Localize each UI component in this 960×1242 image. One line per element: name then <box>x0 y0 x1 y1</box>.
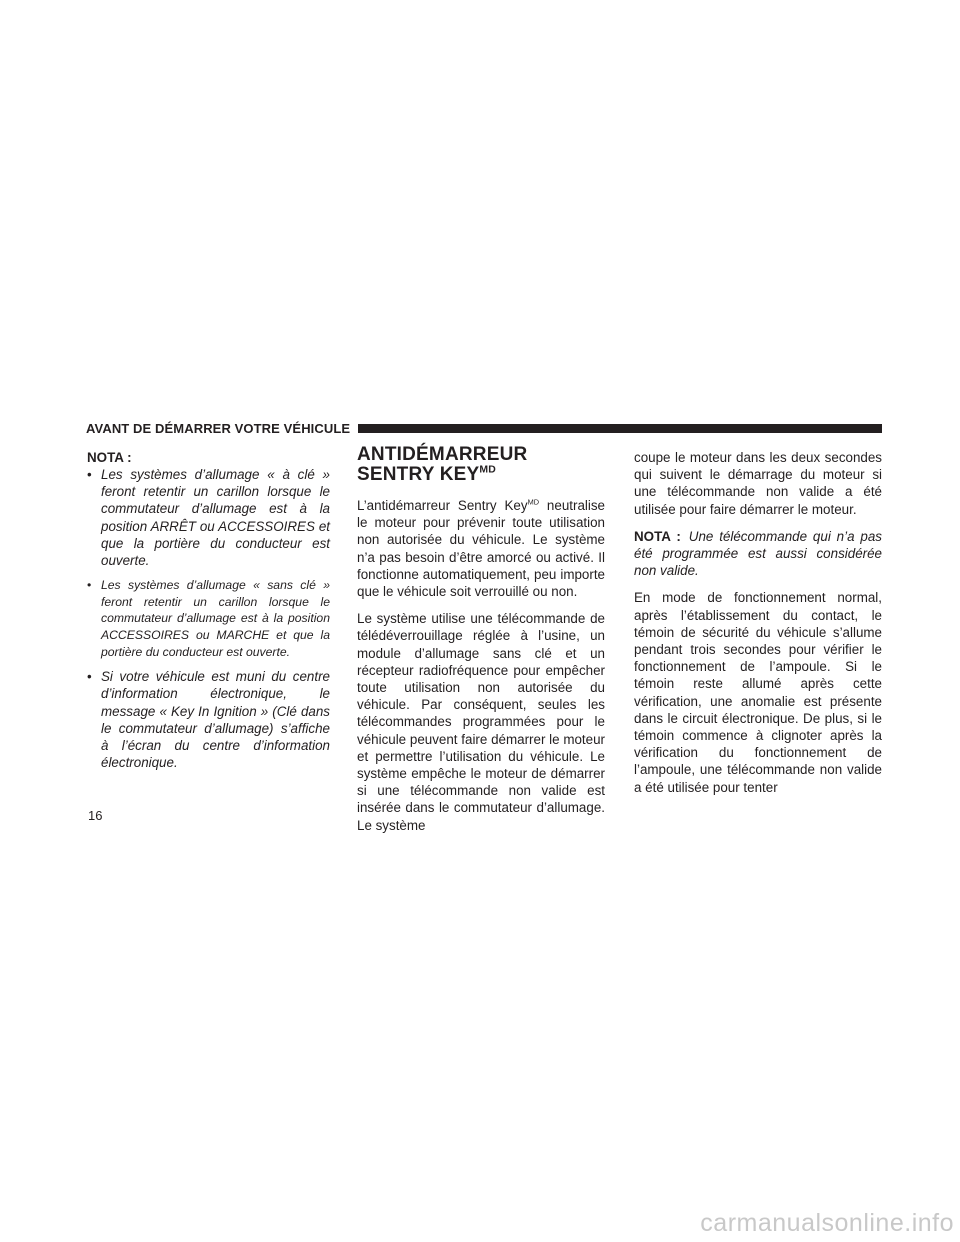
column-left <box>87 449 330 779</box>
bullet-icon: • <box>87 669 92 685</box>
nota-bullet-text: Les systèmes d’allumage « sans clé » feront retentir un carillon lorsque le commutateur d’allumage est à la position ACCESSOIRES ou MARCHE et que la portière du conducteur est ouverte. <box>101 578 330 659</box>
bullet-icon: • <box>87 467 92 482</box>
nota-label: NOTA : <box>87 450 132 465</box>
nota-bullet-list <box>87 466 330 771</box>
paragraph-text: L’antidémarreur Sentry Key <box>357 498 528 513</box>
nota-bullet-item <box>87 668 330 771</box>
nota-inline-text: Une télécommande qui n’a pas été programmée est aussi considérée non valide. <box>634 528 882 579</box>
bullet-icon: • <box>87 578 92 593</box>
section-title-text: ANTIDÉMARREUR SENTRY KEY <box>357 444 528 485</box>
section-title-superscript: MD <box>479 464 497 476</box>
page-number: 16 <box>88 808 103 823</box>
paragraph-text: neutralise le moteur pour prévenir toute utilisation non autorisée du véhicule. Le système n’a pas besoin d’être amorcé ou activé. Il fonctionne automatiquement, peu importe que le véhicule soit verrouillé ou non. <box>357 498 605 600</box>
nota-paragraph <box>634 528 882 580</box>
section-title <box>357 445 605 485</box>
nota-bullet-item <box>87 577 330 660</box>
watermark: carmanualsonline.info <box>700 1209 954 1237</box>
running-header-title: AVANT DE DÉMARRER VOTRE VÉHICULE <box>86 420 351 436</box>
nota-inline-label: NOTA : <box>634 528 681 544</box>
body-paragraph: Le système utilise une télécommande de télédéverrouillage réglée à l’usine, un module d’allumage sans clé et un récepteur radiofréquence pour empêcher toute utilisation non autorisée du véhicule. Par conséquent, seules les télécommandes programmées pour le véhicule peuvent faire démarrer le moteur et permettre l’utilisation du véhicule. Le système empêche le moteur de démarrer si une télécommande non valide est insérée dans le commutateur d’allumage. Le système <box>357 611 605 833</box>
column-middle <box>357 444 605 844</box>
running-header <box>86 419 882 437</box>
column-right <box>634 449 882 806</box>
body-paragraph: coupe le moteur dans les deux secondes qui suivent le démarrage du moteur si une télécommande non valide a été utilisée pour faire démarrer le moteur. <box>634 450 882 517</box>
body-paragraph: En mode de fonctionnement normal, après l’établissement du contact, le témoin de sécurité du véhicule s’allume pendant trois secondes pour vérifier le fonctionnement de l’ampoule. Si le témoin reste allumé après cette vérification, une anomalie est présente dans le circuit électronique. De plus, si le témoin commence à clignoter après la vérification du fonctionnement de l’ampoule, une télécommande non valide a été utilisée pour tenter <box>634 590 882 795</box>
nota-bullet-item <box>87 466 330 569</box>
nota-bullet-text: Si votre véhicule est muni du centre d’information électronique, le message « Key In Ignition » (Clé dans le commutateur d’allumage) s’affiche à l’écran du centre d’information électronique. <box>101 669 330 771</box>
body-paragraph <box>357 497 605 600</box>
running-header-rule <box>358 424 882 433</box>
nota-bullet-text: Les systèmes d’allumage « à clé » feront retentir un carillon lorsque le commutateur d’allumage est à la position ARRÊT ou ACCESSOIRES et que la portière du conducteur est ouverte. <box>101 467 330 569</box>
trademark-superscript: MD <box>527 497 540 507</box>
